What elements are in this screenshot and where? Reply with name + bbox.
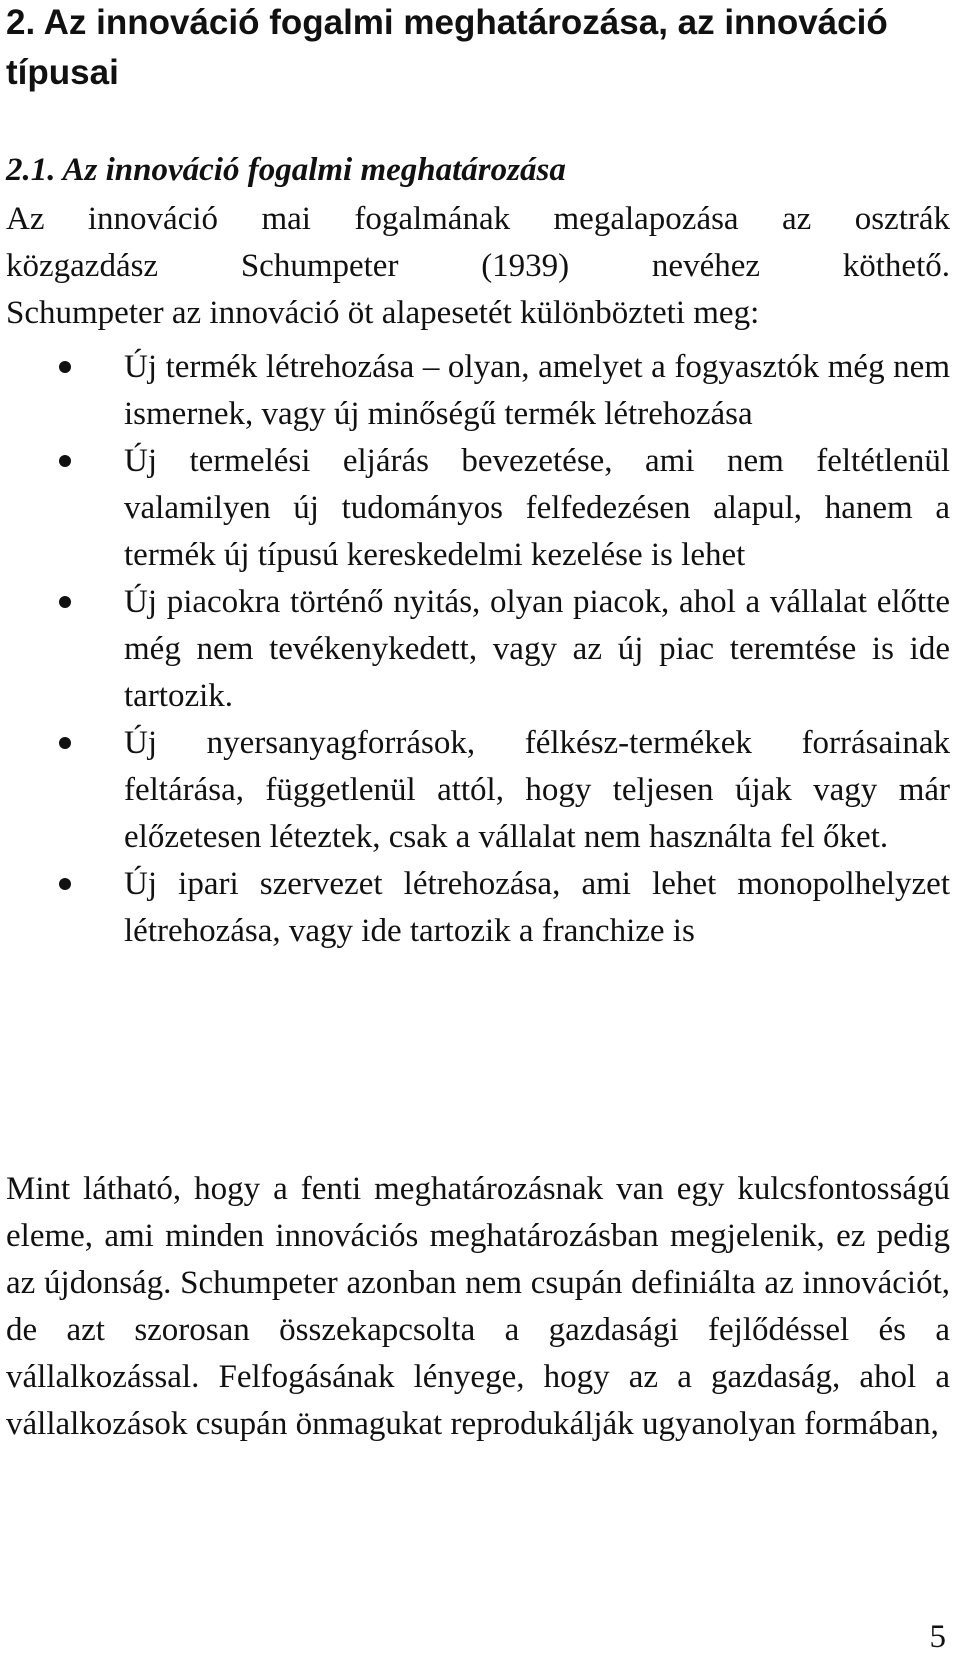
list-item-text: Új nyersanyagforrások, félkész-termékek forrásainak feltárása, függetlenül attól, hogy teljesen újak vagy már előzetesen léteztek, csak a vállalat nem használta fel őket. xyxy=(124,725,950,855)
intro-line: Schumpeter az innováció öt alapesetét különbözteti meg: xyxy=(6,295,760,331)
chapter-title: 2. Az innováció fogalmi meghatározása, az innováció típusai xyxy=(6,3,888,92)
bullet-icon xyxy=(59,878,71,890)
list-item-text: Új termelési eljárás bevezetése, ami nem feltétlenül valamilyen új tudományos felfedezésen alapul, hanem a termék új típusú kereskedelmi kezelése is lehet xyxy=(124,443,950,573)
bullet-icon xyxy=(59,361,71,373)
list-item xyxy=(124,579,950,720)
intro-line: Az innováció mai fogalmának megalapozása az osztrák xyxy=(6,201,950,237)
list-item xyxy=(124,344,950,438)
list-item xyxy=(124,438,950,579)
bullet-icon xyxy=(59,455,71,467)
bullet-icon xyxy=(59,737,71,749)
list-item-text: Új ipari szervezet létrehozása, ami lehet monopolhelyzet létrehozása, vagy ide tartozik a franchize is xyxy=(124,866,950,949)
intro-paragraph xyxy=(6,196,950,337)
page-number: 5 xyxy=(929,1619,946,1655)
list-item-text: Új termék létrehozása – olyan, amelyet a fogyasztók még nem ismernek, vagy új minőségű termék létrehozása xyxy=(124,349,950,432)
list-item xyxy=(124,861,950,955)
innovation-types-list xyxy=(0,344,960,955)
list-item xyxy=(124,720,950,861)
closing-paragraph: Mint látható, hogy a fenti meghatározásnak van egy kulcsfontosságú eleme, ami minden innovációs meghatározásban megjelenik, ez pedig az újdonság. Schumpeter azonban nem csupán definiálta az innovációt, de azt szorosan összekapcsolta a gazdasági fejlődéssel és a vállalkozással. Felfogásának lényege, hogy az a gazdaság, ahol a vállalkozások csupán önmagukat reprodukálják ugyanolyan formában, xyxy=(6,1171,950,1442)
intro-line: közgazdász Schumpeter (1939) nevéhez köthető. xyxy=(6,248,950,284)
bullet-icon xyxy=(59,596,71,608)
section-title: 2.1. Az innováció fogalmi meghatározása xyxy=(6,152,566,188)
list-item-text: Új piacokra történő nyitás, olyan piacok, ahol a vállalat előtte még nem tevékenykedett, vagy az új piac teremtése is ide tartozik. xyxy=(124,584,950,714)
